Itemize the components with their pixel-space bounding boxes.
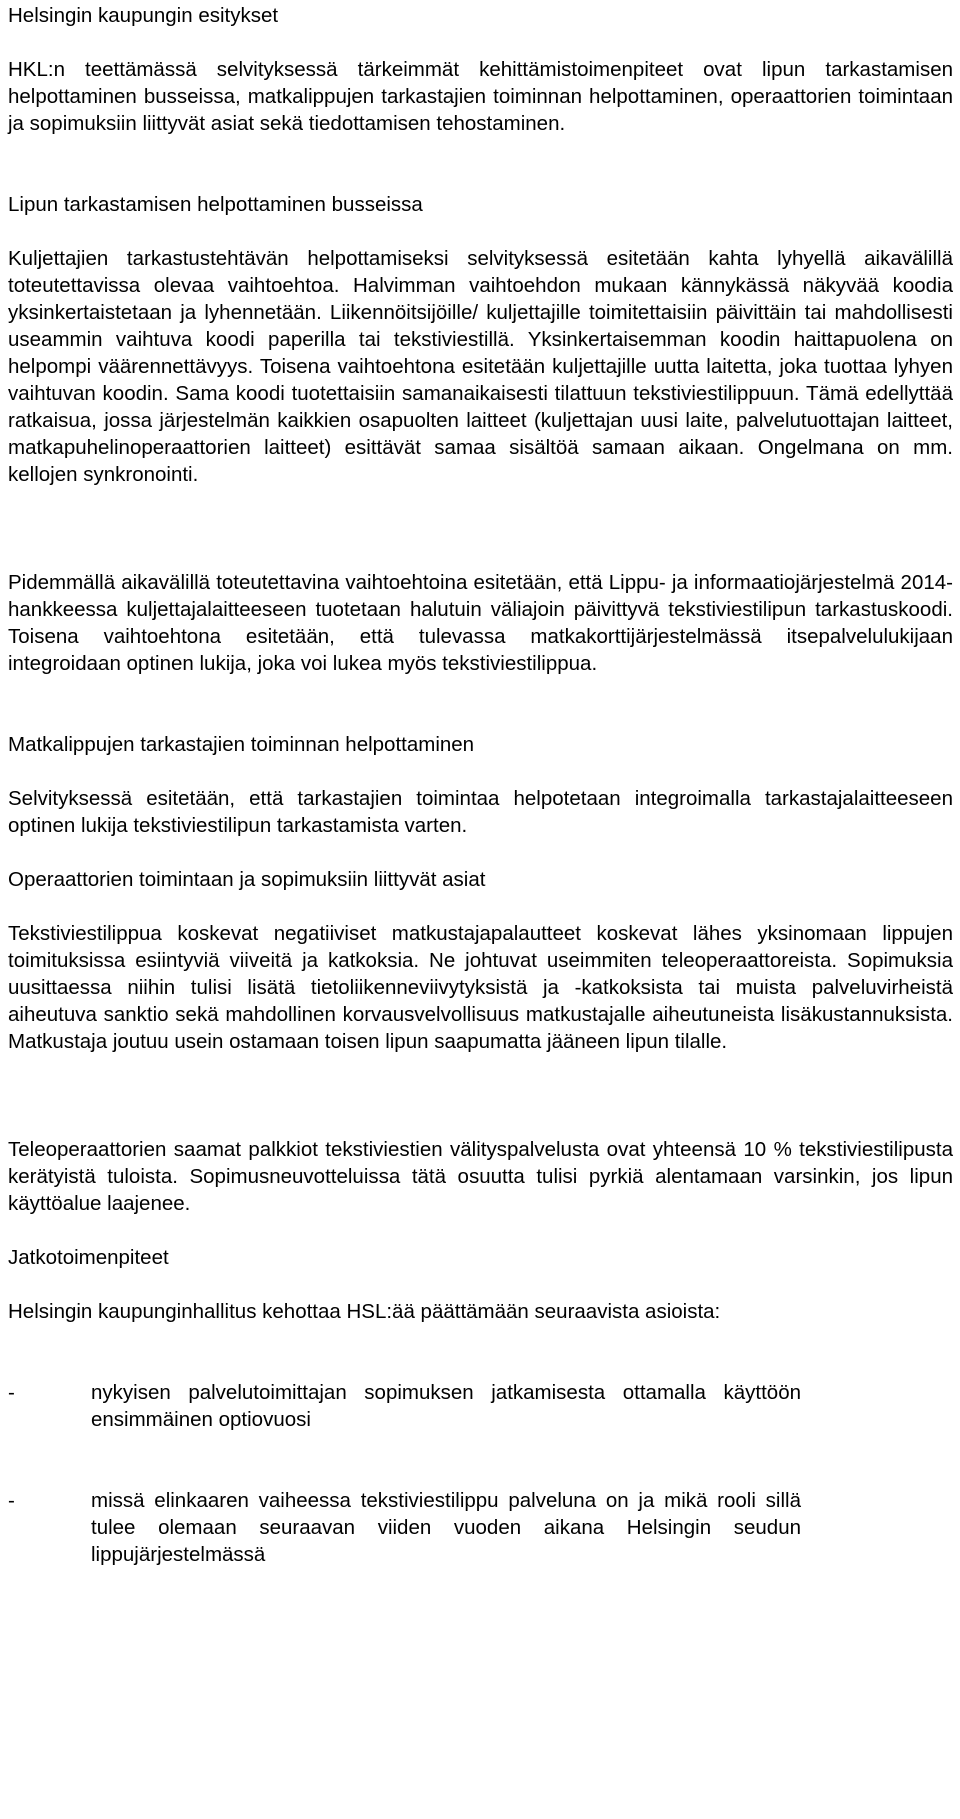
list-item-text: missä elinkaaren vaiheessa tekstiviestilippu palveluna on ja mikä rooli sillä tulee olemaan seuraavan viiden vuoden aikana Helsingin seudun lippujärjestelmässä <box>91 1489 801 1566</box>
section-body-ticket-inspection-long-term: Pidemmällä aikavälillä toteutettavina vaihtoehtoina esitetään, että Lippu- ja informaatiojärjestelmä 2014-hankkeessa kuljettajalaitteeseen tuotetaan halutuin väliajoin päivittyvä tekstiviestilipun tarkastuskoodi. Toisena vaihtoehtona esitetään, että tulevassa matkakorttijärjestelmässä itsepalvelulukijaan integroidaan optinen lukija, joka voi lukea myös tekstiviestilippua. <box>8 571 953 675</box>
section-body-operators-fees: Teleoperaattorien saamat palkkiot tekstiviestien välityspalvelusta ovat yhteensä 10 % tekstiviestilipusta kerätyistä tuloista. Sopimusneuvotteluissa tätä osuutta tulisi pyrkiä alentamaan varsinkin, jos lipun käyttöalue laajenee. <box>8 1138 953 1215</box>
section-heading-inspectors: Matkalippujen tarkastajien toiminnan helpottaminen <box>8 733 475 756</box>
section-body-next-steps: Helsingin kaupunginhallitus kehottaa HSL:ää päättämään seuraavista asioista: <box>8 1300 721 1323</box>
section-body-ticket-inspection: Kuljettajien tarkastustehtävän helpottamiseksi selvityksessä esitetään kahta lyhyellä aikavälillä toteutettavissa olevaa vaihtoehtoa. Halvimman vaihtoehdon mukaan kännykässä näkyvää koodia yksinkertaistetaan ja lyhennetään. Liikennöitsijöille/ kuljettajille toimitettaisiin päivittäin tai mahdollisesti useammin vaihtuva koodi paperilla tai tekstiviestillä. Yksinkertaisemman koodin haittapuolena on helpompi väärennettävyys. Toisena vaihtoehtona esitetään kuljettajille uutta laitetta, joka tuottaa lyhyen vaihtuvan koodin. Sama koodi tuotettaisiin samanaikaisesti tilattuun tekstiviestilippuun. Tämä edellyttää ratkaisua, jossa järjestelmän kaikkien osapuolten laitteet (kuljettajan uusi laite, palvelutuottajan laitteet, matkapuhelinoperaattorien laitteet) esittävät samaa sisältöä samaan aikaan. Ongelmana on mm. kellojen synkronointi. <box>8 247 953 486</box>
list-item-marker: - <box>8 1489 15 1512</box>
section-heading-operators: Operaattorien toimintaan ja sopimuksiin liittyvät asiat <box>8 868 486 891</box>
section-body-inspectors: Selvityksessä esitetään, että tarkastajien toimintaa helpotetaan integroimalla tarkastajalaitteeseen optinen lukija tekstiviestilipun tarkastamista varten. <box>8 787 953 837</box>
section-heading-next-steps: Jatkotoimenpiteet <box>8 1246 169 1269</box>
section-body-operators: Tekstiviestilippua koskevat negatiiviset matkustajapalautteet koskevat lähes yksinomaan lippujen toimituksissa esiintyviä viiveitä ja katkoksia. Ne johtuvat useimmiten teleoperaattoreista. Sopimuksia uusittaessa niihin tulisi lisätä tietoliikenneviivytyksistä ja -katkoksista tai muista palveluvirheistä aiheutuva sanktio sekä mahdollinen korvausvelvollisuus matkustajalle aiheutuneista lisäkustannuksista. Matkustaja joutuu usein ostamaan toisen lipun saapumatta jääneen lipun tilalle. <box>8 922 953 1053</box>
list-item-marker: - <box>8 1381 15 1404</box>
section-heading-ticket-inspection: Lipun tarkastamisen helpottaminen busseissa <box>8 193 423 216</box>
document-title: Helsingin kaupungin esitykset <box>8 4 279 27</box>
intro-paragraph: HKL:n teettämässä selvityksessä tärkeimmät kehittämistoimenpiteet ovat lipun tarkastamisen helpottaminen busseissa, matkalippujen tarkastajien toiminnan helpottaminen, operaattorien toimintaan ja sopimuksiin liittyvät asiat sekä tiedottamisen tehostaminen. <box>8 58 953 135</box>
list-item-text: nykyisen palvelutoimittajan sopimuksen jatkamisesta ottamalla käyttöön ensimmäinen optiovuosi <box>91 1381 801 1431</box>
